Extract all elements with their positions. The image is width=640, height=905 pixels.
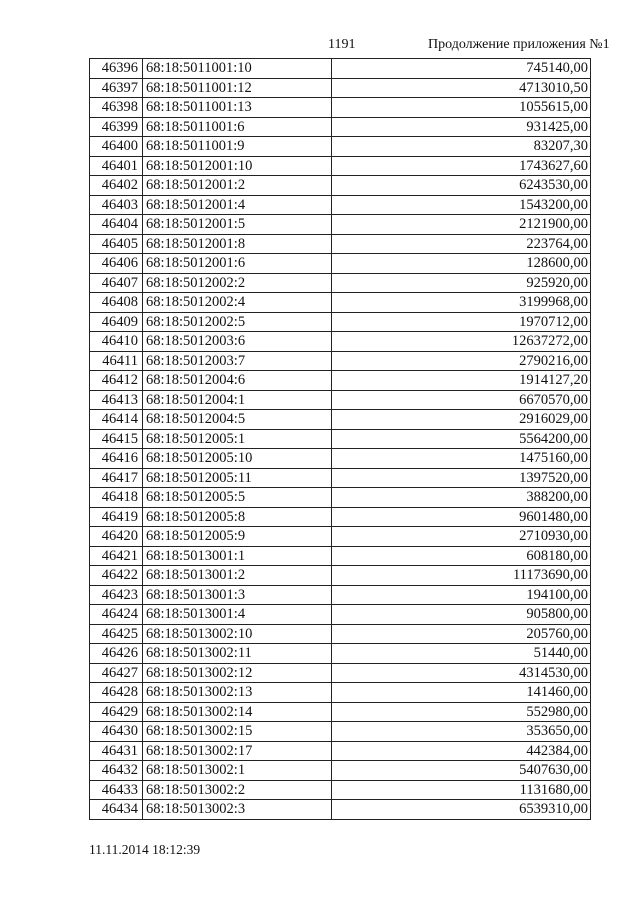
cadastral-number-cell: 68:18:5012005:5	[143, 488, 332, 508]
cadastral-number-cell: 68:18:5012002:2	[143, 273, 332, 293]
table-row	[90, 468, 591, 488]
cadastral-value-cell: 388200,00	[332, 488, 591, 508]
table-row	[90, 683, 591, 703]
cadastral-value-cell: 51440,00	[332, 644, 591, 664]
cadastral-number-cell: 68:18:5012001:5	[143, 215, 332, 235]
footer-timestamp: 11.11.2014 18:12:39	[89, 842, 201, 857]
table-row	[90, 429, 591, 449]
cadastral-number-cell: 68:18:5012005:10	[143, 449, 332, 469]
cadastral-number-cell: 68:18:5013001:4	[143, 605, 332, 625]
cadastral-number-cell: 68:18:5012001:4	[143, 195, 332, 215]
table-row	[90, 156, 591, 176]
table-row	[90, 410, 591, 430]
cadastral-value-cell: 1970712,00	[332, 312, 591, 332]
cadastral-value-cell: 4314530,00	[332, 663, 591, 683]
table-row	[90, 254, 591, 274]
row-number-cell: 46408	[90, 293, 143, 313]
cadastral-value-cell: 9601480,00	[332, 507, 591, 527]
table-row	[90, 761, 591, 781]
cadastral-value-table	[89, 58, 591, 820]
cadastral-number-cell: 68:18:5011001:10	[143, 59, 332, 79]
row-number-cell: 46418	[90, 488, 143, 508]
table-row	[90, 644, 591, 664]
cadastral-value-cell: 205760,00	[332, 624, 591, 644]
cadastral-number-cell: 68:18:5013002:1	[143, 761, 332, 781]
row-number-cell: 46423	[90, 585, 143, 605]
table-row	[90, 780, 591, 800]
row-number-cell: 46425	[90, 624, 143, 644]
row-number-cell: 46409	[90, 312, 143, 332]
row-number-cell: 46422	[90, 566, 143, 586]
row-number-cell: 46429	[90, 702, 143, 722]
row-number-cell: 46414	[90, 410, 143, 430]
cadastral-number-cell: 68:18:5012002:5	[143, 312, 332, 332]
cadastral-value-cell: 442384,00	[332, 741, 591, 761]
cadastral-value-cell: 6243530,00	[332, 176, 591, 196]
cadastral-value-cell: 11173690,00	[332, 566, 591, 586]
cadastral-number-cell: 68:18:5012001:10	[143, 156, 332, 176]
cadastral-value-cell: 12637272,00	[332, 332, 591, 352]
table-row	[90, 546, 591, 566]
cadastral-value-cell: 353650,00	[332, 722, 591, 742]
row-number-cell: 46415	[90, 429, 143, 449]
table-row	[90, 293, 591, 313]
cadastral-value-cell: 905800,00	[332, 605, 591, 625]
cadastral-value-cell: 745140,00	[332, 59, 591, 79]
table-row	[90, 98, 591, 118]
cadastral-number-cell: 68:18:5012003:7	[143, 351, 332, 371]
cadastral-number-cell: 68:18:5013002:11	[143, 644, 332, 664]
cadastral-value-cell: 1055615,00	[332, 98, 591, 118]
cadastral-number-cell: 68:18:5011001:12	[143, 78, 332, 98]
cadastral-number-cell: 68:18:5012001:6	[143, 254, 332, 274]
row-number-cell: 46399	[90, 117, 143, 137]
cadastral-value-cell: 5407630,00	[332, 761, 591, 781]
row-number-cell: 46427	[90, 663, 143, 683]
table-row	[90, 137, 591, 157]
cadastral-number-cell: 68:18:5013001:2	[143, 566, 332, 586]
cadastral-number-cell: 68:18:5012004:1	[143, 390, 332, 410]
table-row	[90, 488, 591, 508]
table-row	[90, 215, 591, 235]
table-row	[90, 566, 591, 586]
cadastral-number-cell: 68:18:5012003:6	[143, 332, 332, 352]
row-number-cell: 46432	[90, 761, 143, 781]
row-number-cell: 46411	[90, 351, 143, 371]
cadastral-value-cell: 608180,00	[332, 546, 591, 566]
row-number-cell: 46412	[90, 371, 143, 391]
cadastral-value-cell: 1543200,00	[332, 195, 591, 215]
cadastral-value-cell: 2710930,00	[332, 527, 591, 547]
table-row	[90, 351, 591, 371]
row-number-cell: 46434	[90, 800, 143, 820]
appendix-continuation-label: Продолжение приложения №1	[428, 37, 610, 52]
row-number-cell: 46407	[90, 273, 143, 293]
row-number-cell: 46430	[90, 722, 143, 742]
row-number-cell: 46426	[90, 644, 143, 664]
table-row	[90, 722, 591, 742]
row-number-cell: 46398	[90, 98, 143, 118]
table-row	[90, 624, 591, 644]
cadastral-value-cell: 223764,00	[332, 234, 591, 254]
cadastral-number-cell: 68:18:5012004:5	[143, 410, 332, 430]
cadastral-value-cell: 1914127,20	[332, 371, 591, 391]
row-number-cell: 46400	[90, 137, 143, 157]
row-number-cell: 46417	[90, 468, 143, 488]
cadastral-number-cell: 68:18:5012001:2	[143, 176, 332, 196]
cadastral-number-cell: 68:18:5012005:8	[143, 507, 332, 527]
row-number-cell: 46433	[90, 780, 143, 800]
cadastral-value-cell: 552980,00	[332, 702, 591, 722]
row-number-cell: 46428	[90, 683, 143, 703]
table-row	[90, 78, 591, 98]
table-row	[90, 117, 591, 137]
cadastral-value-cell: 2121900,00	[332, 215, 591, 235]
table-row	[90, 663, 591, 683]
row-number-cell: 46424	[90, 605, 143, 625]
table-row	[90, 371, 591, 391]
cadastral-number-cell: 68:18:5012005:9	[143, 527, 332, 547]
cadastral-value-cell: 194100,00	[332, 585, 591, 605]
table-row	[90, 585, 591, 605]
cadastral-number-cell: 68:18:5011001:6	[143, 117, 332, 137]
cadastral-number-cell: 68:18:5013002:14	[143, 702, 332, 722]
row-number-cell: 46403	[90, 195, 143, 215]
cadastral-number-cell: 68:18:5012005:1	[143, 429, 332, 449]
row-number-cell: 46405	[90, 234, 143, 254]
cadastral-value-cell: 2916029,00	[332, 410, 591, 430]
cadastral-value-cell: 2790216,00	[332, 351, 591, 371]
cadastral-value-cell: 1743627,60	[332, 156, 591, 176]
row-number-cell: 46431	[90, 741, 143, 761]
cadastral-number-cell: 68:18:5013001:1	[143, 546, 332, 566]
cadastral-number-cell: 68:18:5011001:9	[143, 137, 332, 157]
table-row	[90, 741, 591, 761]
cadastral-value-cell: 1131680,00	[332, 780, 591, 800]
row-number-cell: 46401	[90, 156, 143, 176]
cadastral-value-cell: 4713010,50	[332, 78, 591, 98]
page-number: 1191	[328, 37, 356, 52]
cadastral-number-cell: 68:18:5013002:10	[143, 624, 332, 644]
cadastral-value-cell: 5564200,00	[332, 429, 591, 449]
cadastral-number-cell: 68:18:5012001:8	[143, 234, 332, 254]
cadastral-value-cell: 128600,00	[332, 254, 591, 274]
table-row	[90, 59, 591, 79]
table-body	[90, 59, 591, 820]
cadastral-value-cell: 925920,00	[332, 273, 591, 293]
row-number-cell: 46406	[90, 254, 143, 274]
table-row	[90, 273, 591, 293]
cadastral-number-cell: 68:18:5011001:13	[143, 98, 332, 118]
cadastral-number-cell: 68:18:5013001:3	[143, 585, 332, 605]
cadastral-number-cell: 68:18:5013002:3	[143, 800, 332, 820]
table-row	[90, 527, 591, 547]
cadastral-value-cell: 1475160,00	[332, 449, 591, 469]
table-row	[90, 332, 591, 352]
row-number-cell: 46396	[90, 59, 143, 79]
table-row	[90, 507, 591, 527]
cadastral-value-cell: 1397520,00	[332, 468, 591, 488]
table-row	[90, 449, 591, 469]
row-number-cell: 46404	[90, 215, 143, 235]
table-row	[90, 312, 591, 332]
table-row	[90, 234, 591, 254]
cadastral-number-cell: 68:18:5012004:6	[143, 371, 332, 391]
cadastral-value-cell: 931425,00	[332, 117, 591, 137]
table-row	[90, 176, 591, 196]
cadastral-value-cell: 141460,00	[332, 683, 591, 703]
table-row	[90, 390, 591, 410]
cadastral-value-cell: 6670570,00	[332, 390, 591, 410]
cadastral-number-cell: 68:18:5013002:17	[143, 741, 332, 761]
cadastral-value-cell: 3199968,00	[332, 293, 591, 313]
row-number-cell: 46402	[90, 176, 143, 196]
row-number-cell: 46413	[90, 390, 143, 410]
cadastral-number-cell: 68:18:5013002:12	[143, 663, 332, 683]
row-number-cell: 46397	[90, 78, 143, 98]
cadastral-number-cell: 68:18:5013002:2	[143, 780, 332, 800]
cadastral-value-cell: 6539310,00	[332, 800, 591, 820]
table-row	[90, 195, 591, 215]
cadastral-number-cell: 68:18:5013002:13	[143, 683, 332, 703]
table-row	[90, 605, 591, 625]
cadastral-value-cell: 83207,30	[332, 137, 591, 157]
row-number-cell: 46421	[90, 546, 143, 566]
table-row	[90, 702, 591, 722]
row-number-cell: 46419	[90, 507, 143, 527]
row-number-cell: 46416	[90, 449, 143, 469]
cadastral-number-cell: 68:18:5012002:4	[143, 293, 332, 313]
table-row	[90, 800, 591, 820]
cadastral-number-cell: 68:18:5013002:15	[143, 722, 332, 742]
row-number-cell: 46410	[90, 332, 143, 352]
cadastral-number-cell: 68:18:5012005:11	[143, 468, 332, 488]
row-number-cell: 46420	[90, 527, 143, 547]
